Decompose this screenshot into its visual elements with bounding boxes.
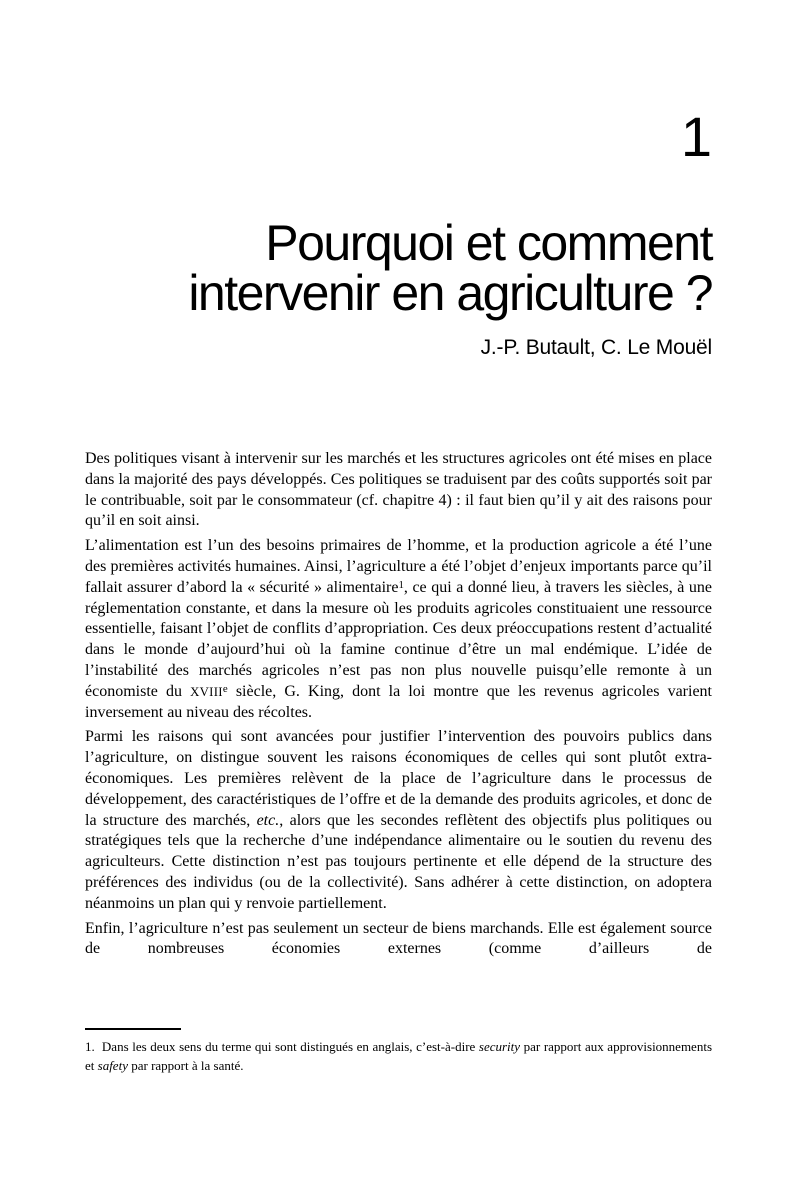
text-run: Parmi les raisons qui sont avancées pour justifier l’intervention des pouvoirs publics dans l’agriculture, on distingue souvent les raisons économiques de celles qui sont plutôt extra-économiques. Les premières relèvent de la place de l’agriculture dans le processus de développement, des caractéristiques de l’offre et de la demande des produits agricoles, et donc de la structure des marchés, [85,728,712,829]
text-run-smallcaps: XVIII [190,684,223,699]
text-run-sup: 1 [398,578,404,591]
text-run-italic: safety [97,1058,128,1073]
body-text [85,449,712,960]
paragraph [85,727,712,914]
text-run: par rapport aux approvisionnements et [85,1039,713,1073]
text-run: Des politiques visant à intervenir sur les marchés et les structures agricoles ont été mises en place dans la majorité des pays développés. Ces politiques se traduisent par des coûts supportés soit par le contribuable, soit par le consommateur (cf. chapitre 4) : il faut bien qu’il y ait des raisons pour qu’il en soit ainsi. [85,450,712,530]
text-run: , ce qui a donné lieu, à travers les siècles, à une réglementation constante, et dans la mesure où les produits agricoles constituaient une ressource essentielle, faisant l’objet de conflits d’appropriation. Ces deux préoccupations restent d’actualité dans le monde d’aujourd’hui où la famine continue d’être un mal endémique. L’idée de l’instabilité des marchés agricoles n’est pas non plus nouvelle puisqu’elle remonte à un économiste du [85,578,713,700]
text-run: , alors que les secondes reflètent des objectifs plus politiques ou stratégiques tels que la recherche d’une indépendance alimentaire ou le soutien du revenu des agriculteurs. Cette distinction n’est pas toujours pertinente et elle dépend de la structure des préférences des individus (ou de la collectivité). Sans adhérer à cette distinction, on adoptera néanmoins un plan qui y renvoie partiellement. [85,811,713,912]
footnote-rule [85,1028,181,1030]
text-run: L’alimentation est l’un des besoins primaires de l’homme, et la production agricole a été l’une des premières activités humaines. Ainsi, l’agriculture a été l’objet d’enjeux importants parce qu’il fallait assurer d’abord la « sécurité » alimentaire [85,537,712,596]
paragraph [85,919,712,961]
chapter-title [188,215,712,321]
text-run-italic: etc. [256,811,280,829]
paragraph [85,449,712,532]
chapter-title-line-1: Pourquoi et comment [265,215,712,271]
chapter-title-line-2: intervenir en agriculture ? [188,265,712,321]
footnote-text [85,1037,712,1075]
text-run: 1. Dans les deux sens du terme qui sont distingués en anglais, c’est-à-dire [85,1039,479,1054]
text-run-sup: e [222,682,228,695]
chapter-authors: J.-P. Butault, C. Le Mouël [480,336,712,359]
paragraph [85,536,712,723]
text-run: par rapport à la santé. [127,1058,244,1073]
text-run: Enfin, l’agriculture n’est pas seulement un secteur de biens marchands. Elle est également source de nombreuses économies externes (comme d’ailleurs de [85,919,712,958]
chapter-number: 1 [680,105,712,168]
text-run-italic: security [478,1039,521,1054]
text-run: siècle, G. King, dont la loi montre que les revenus agricoles varient inversement au niveau des récoltes. [85,682,712,721]
